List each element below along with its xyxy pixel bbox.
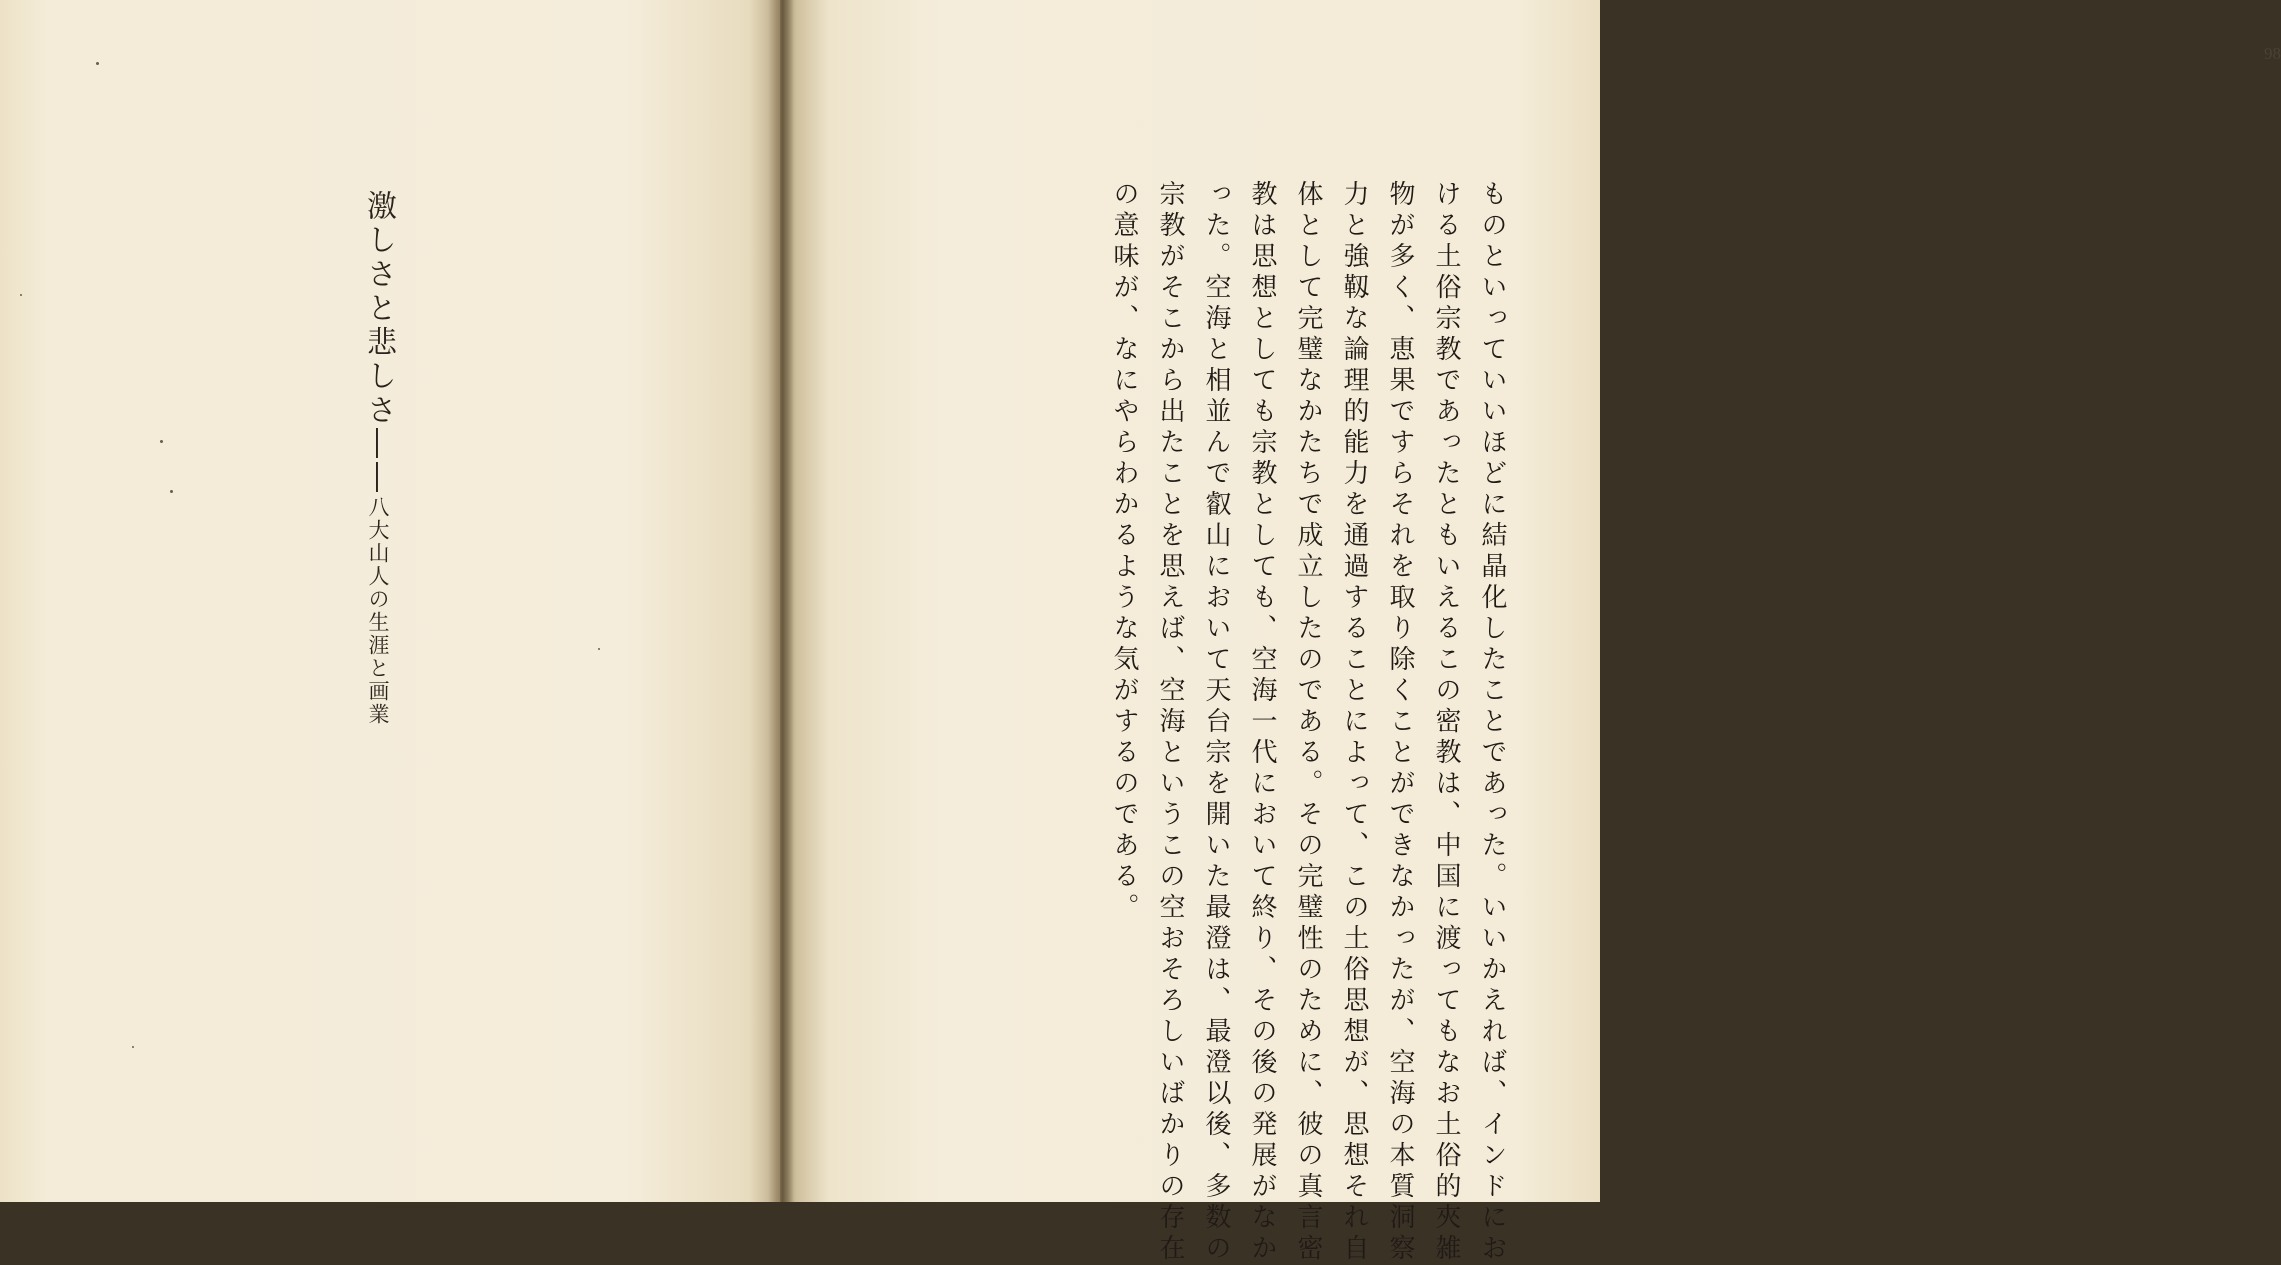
book-gutter: [768, 0, 794, 1202]
paper-speck: [132, 1046, 134, 1048]
chapter-title: [360, 190, 396, 726]
body-text: [1101, 180, 1515, 1265]
chapter-title-main: 激しさと悲しさ――: [361, 190, 396, 496]
paper-speck: [96, 62, 99, 65]
paper-speck: [160, 440, 163, 443]
paper-speck: [170, 490, 173, 493]
page-number: 98: [2264, 44, 2281, 63]
paper-speck: [20, 294, 22, 296]
text-column: 宗教がそこから出たことを思えば、空海というこの空おそろしいばかりの存在: [1155, 180, 1185, 1265]
chapter-subtitle: 八大山人の生涯と画業: [366, 496, 390, 726]
text-column: ものといっていいほどに結晶化したことであった。いいかえれば、インドにお: [1477, 180, 1507, 1265]
text-column: 教は思想としても宗教としても、空海一代において終り、その後の発展がなか: [1247, 180, 1277, 1265]
text-column: の意味が、なにやらわかるような気がするのである。: [1109, 180, 1139, 924]
text-column: った。空海と相並んで叡山において天台宗を開いた最澄は、最澄以後、多数の: [1201, 180, 1231, 1265]
left-page: [0, 0, 780, 1202]
text-column: ける土俗宗教であったともいえるこの密教は、中国に渡ってもなお土俗的夾雑: [1431, 180, 1461, 1265]
text-column: 物が多く、恵果ですらそれを取り除くことができなかったが、空海の本質洞察: [1385, 180, 1415, 1265]
paper-speck: [598, 648, 600, 650]
text-column: 体として完璧なかたちで成立したのである。その完璧性のために、彼の真言密: [1293, 180, 1323, 1265]
text-column: 力と強靱な論理的能力を通過することによって、この土俗思想が、思想それ自: [1339, 180, 1369, 1265]
